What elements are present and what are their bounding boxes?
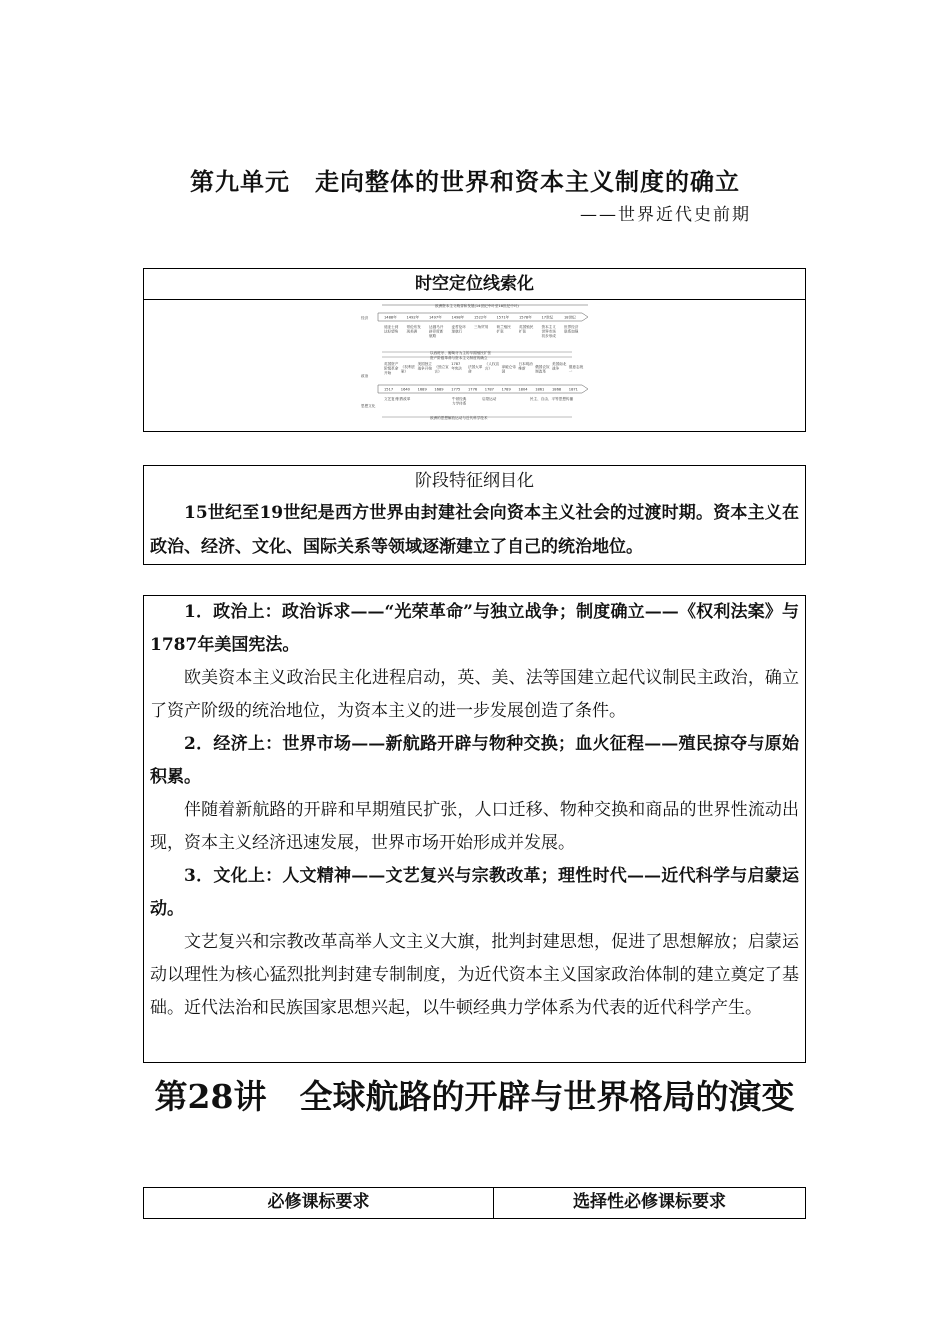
- feature-body-politics: 欧美资本主义政治民主化进程启动，英、美、法等国建立起代议制民主政治，确立了资产阶级的统治地位，为资本主义的进一步发展创造了条件。: [150, 668, 799, 721]
- timeline-econ-event: 世界经济联系加强: [564, 325, 579, 334]
- timeline-econ-year: 18世纪: [564, 315, 576, 320]
- timeline-pol-year: 1868: [552, 387, 562, 392]
- feature-body-economy: 伴随着新航路的开辟和早期殖民扩张，人口迁移、物种交换和商品的世界性流动出现，资本主义经济迅速发展，世界市场开始形成并发展。: [150, 800, 799, 853]
- timeline-econ-event: 英国殖民扩张: [519, 325, 534, 334]
- timeline-pol-year: 1640: [400, 387, 410, 392]
- timeline-econ-year: 1522年: [474, 315, 487, 320]
- timeline-top-label: 欧洲资本主义萌芽和发展(14世纪中叶至18世纪中叶): [435, 304, 519, 308]
- timeline-pol-event: 德意志统一: [568, 365, 584, 374]
- timeline-culture-event: 牛顿经典力学体系: [452, 397, 467, 406]
- timeline-econ-year: 17世纪: [541, 315, 554, 320]
- timeline-econ-event: 哥伦布发现美洲: [406, 325, 421, 334]
- timeline-pol-year: 1775: [451, 387, 461, 392]
- feature-body-culture: 文艺复兴和宗教改革高举人文主义大旗，批判封建思想，促进了思想解放；启蒙运动以理性为核心猛烈批判封建专制制度，为近代资本主义国家政治体制的建立奠定了基础。近代法治和民族国家思想兴起，以牛顿经典力学体系为代表的近代科学产生。: [150, 932, 799, 1018]
- timeline-econ-year: 1571年: [496, 315, 510, 320]
- timeline-econ-event: 麦哲伦环球航行: [451, 325, 466, 334]
- timeline-pol-event: 1787 年宪法: [451, 362, 462, 371]
- timeline-econ-year: 1578年: [519, 315, 532, 320]
- timeline-culture-event: 民主、自由、平等思想传播: [530, 397, 574, 401]
- feature-heading-culture: 3．文化上：人文精神——文艺复兴与宗教改革；理性时代——近代科学与启蒙运动。: [150, 866, 799, 919]
- timeline-pol-event: 日本明治维新: [518, 362, 533, 371]
- timeline-econ-event: 荷兰殖民扩张: [496, 325, 511, 334]
- timeline-pol-event: 美国南北战争: [552, 362, 567, 371]
- timeline-row-label-politics: 政治: [361, 374, 369, 378]
- stage-box-text: 15世纪至19世纪是西方世界由封建社会向资本主义社会的过渡时期。资本主义在政治、经济、文化、国际关系等领域逐渐建立了自己的统治地位。: [150, 503, 799, 557]
- timeline-culture-event: 启蒙运动: [482, 397, 497, 401]
- stage-box-heading: 阶段特征纲目化: [415, 471, 534, 491]
- timeline-pol-event: 《权利法案》: [400, 365, 416, 374]
- unit-title: 第九单元 走向整体的世界和资本主义制度的确立: [190, 167, 740, 196]
- timeline-pol-year: 1787: [484, 387, 494, 392]
- features-box: [143, 595, 806, 1063]
- timeline-pol-year: 1861: [535, 387, 545, 392]
- timeline-pol-event: 美国独立战争开始: [417, 362, 432, 371]
- timeline-econ-year: 1488年: [384, 315, 397, 320]
- timeline-pol-year: 1689: [417, 387, 427, 392]
- timeline-econ-year: 1492年: [406, 315, 420, 320]
- timeline-pol-year: 1517: [384, 387, 394, 392]
- timeline-pol-year: 1776: [468, 387, 478, 392]
- timeline-pol-year: 1871: [568, 387, 578, 392]
- unit-subtitle: ——世界近代史前期: [580, 205, 751, 225]
- timeline-pol-year: 1789: [501, 387, 511, 392]
- stage-box: [143, 465, 806, 565]
- timeline-pol-year: 1689: [434, 387, 444, 392]
- timeline-culture-event: 文艺复兴: [384, 397, 399, 401]
- requirements-col-required: 必修课标要求: [144, 1188, 494, 1218]
- timeline-pol-event: 英国资产阶级革命开始: [384, 362, 399, 375]
- timeline-diagram: [360, 301, 592, 423]
- timeline-pol-event: 俄国农奴制改革: [535, 365, 550, 374]
- timeline-econ-event: 迪亚士到达好望角: [384, 325, 399, 334]
- timeline-econ-event: 达伽马开辟印度新航路: [429, 325, 444, 338]
- timeline-row-label-economy: 经济: [361, 316, 369, 320]
- timeline-econ-year: 1498年: [451, 315, 465, 320]
- timeline-box: [143, 268, 806, 432]
- timeline-pol-event: 拿破仑帝国: [501, 365, 516, 374]
- timeline-econ-event: 资本主义世界市场初步形成: [541, 325, 556, 338]
- timeline-econ-note2: 资产阶级革命与资本主义制度的确立: [430, 356, 488, 360]
- timeline-culture-note: 欧洲的思想解放运动与近代科学技术: [430, 416, 488, 420]
- feature-heading-politics: 1．政治上：政治诉求——“光荣革命”与独立战争；制度确立——《权利法案》与1787年美国宪法。: [150, 602, 799, 655]
- timeline-econ-note: 以西班牙、葡萄牙为主的早期殖民扩张: [430, 351, 492, 355]
- timeline-culture-event: 宗教改革: [396, 397, 411, 401]
- timeline-box-heading: 时空定位线索化: [144, 269, 805, 300]
- timeline-econ-event: 三角贸易: [474, 325, 489, 329]
- timeline-row-label-culture: 思想文化: [361, 404, 376, 408]
- timeline-econ-year: 1497年: [429, 315, 442, 320]
- timeline-pol-event: 法国大革命: [468, 365, 483, 374]
- timeline-pol-year: 1804: [518, 387, 528, 392]
- requirements-table: [143, 1187, 806, 1219]
- timeline-pol-event: 《人权宣言》: [484, 362, 500, 371]
- timeline-pol-event: 《独立宣言》: [434, 365, 449, 374]
- feature-heading-economy: 2．经济上：世界市场——新航路开辟与物种交换；血火征程——殖民掠夺与原始积累。: [150, 734, 799, 787]
- requirements-col-elective: 选择性必修课标要求: [573, 1192, 726, 1212]
- lecture-title: 第28讲 全球航路的开辟与世界格局的演变: [154, 1077, 795, 1116]
